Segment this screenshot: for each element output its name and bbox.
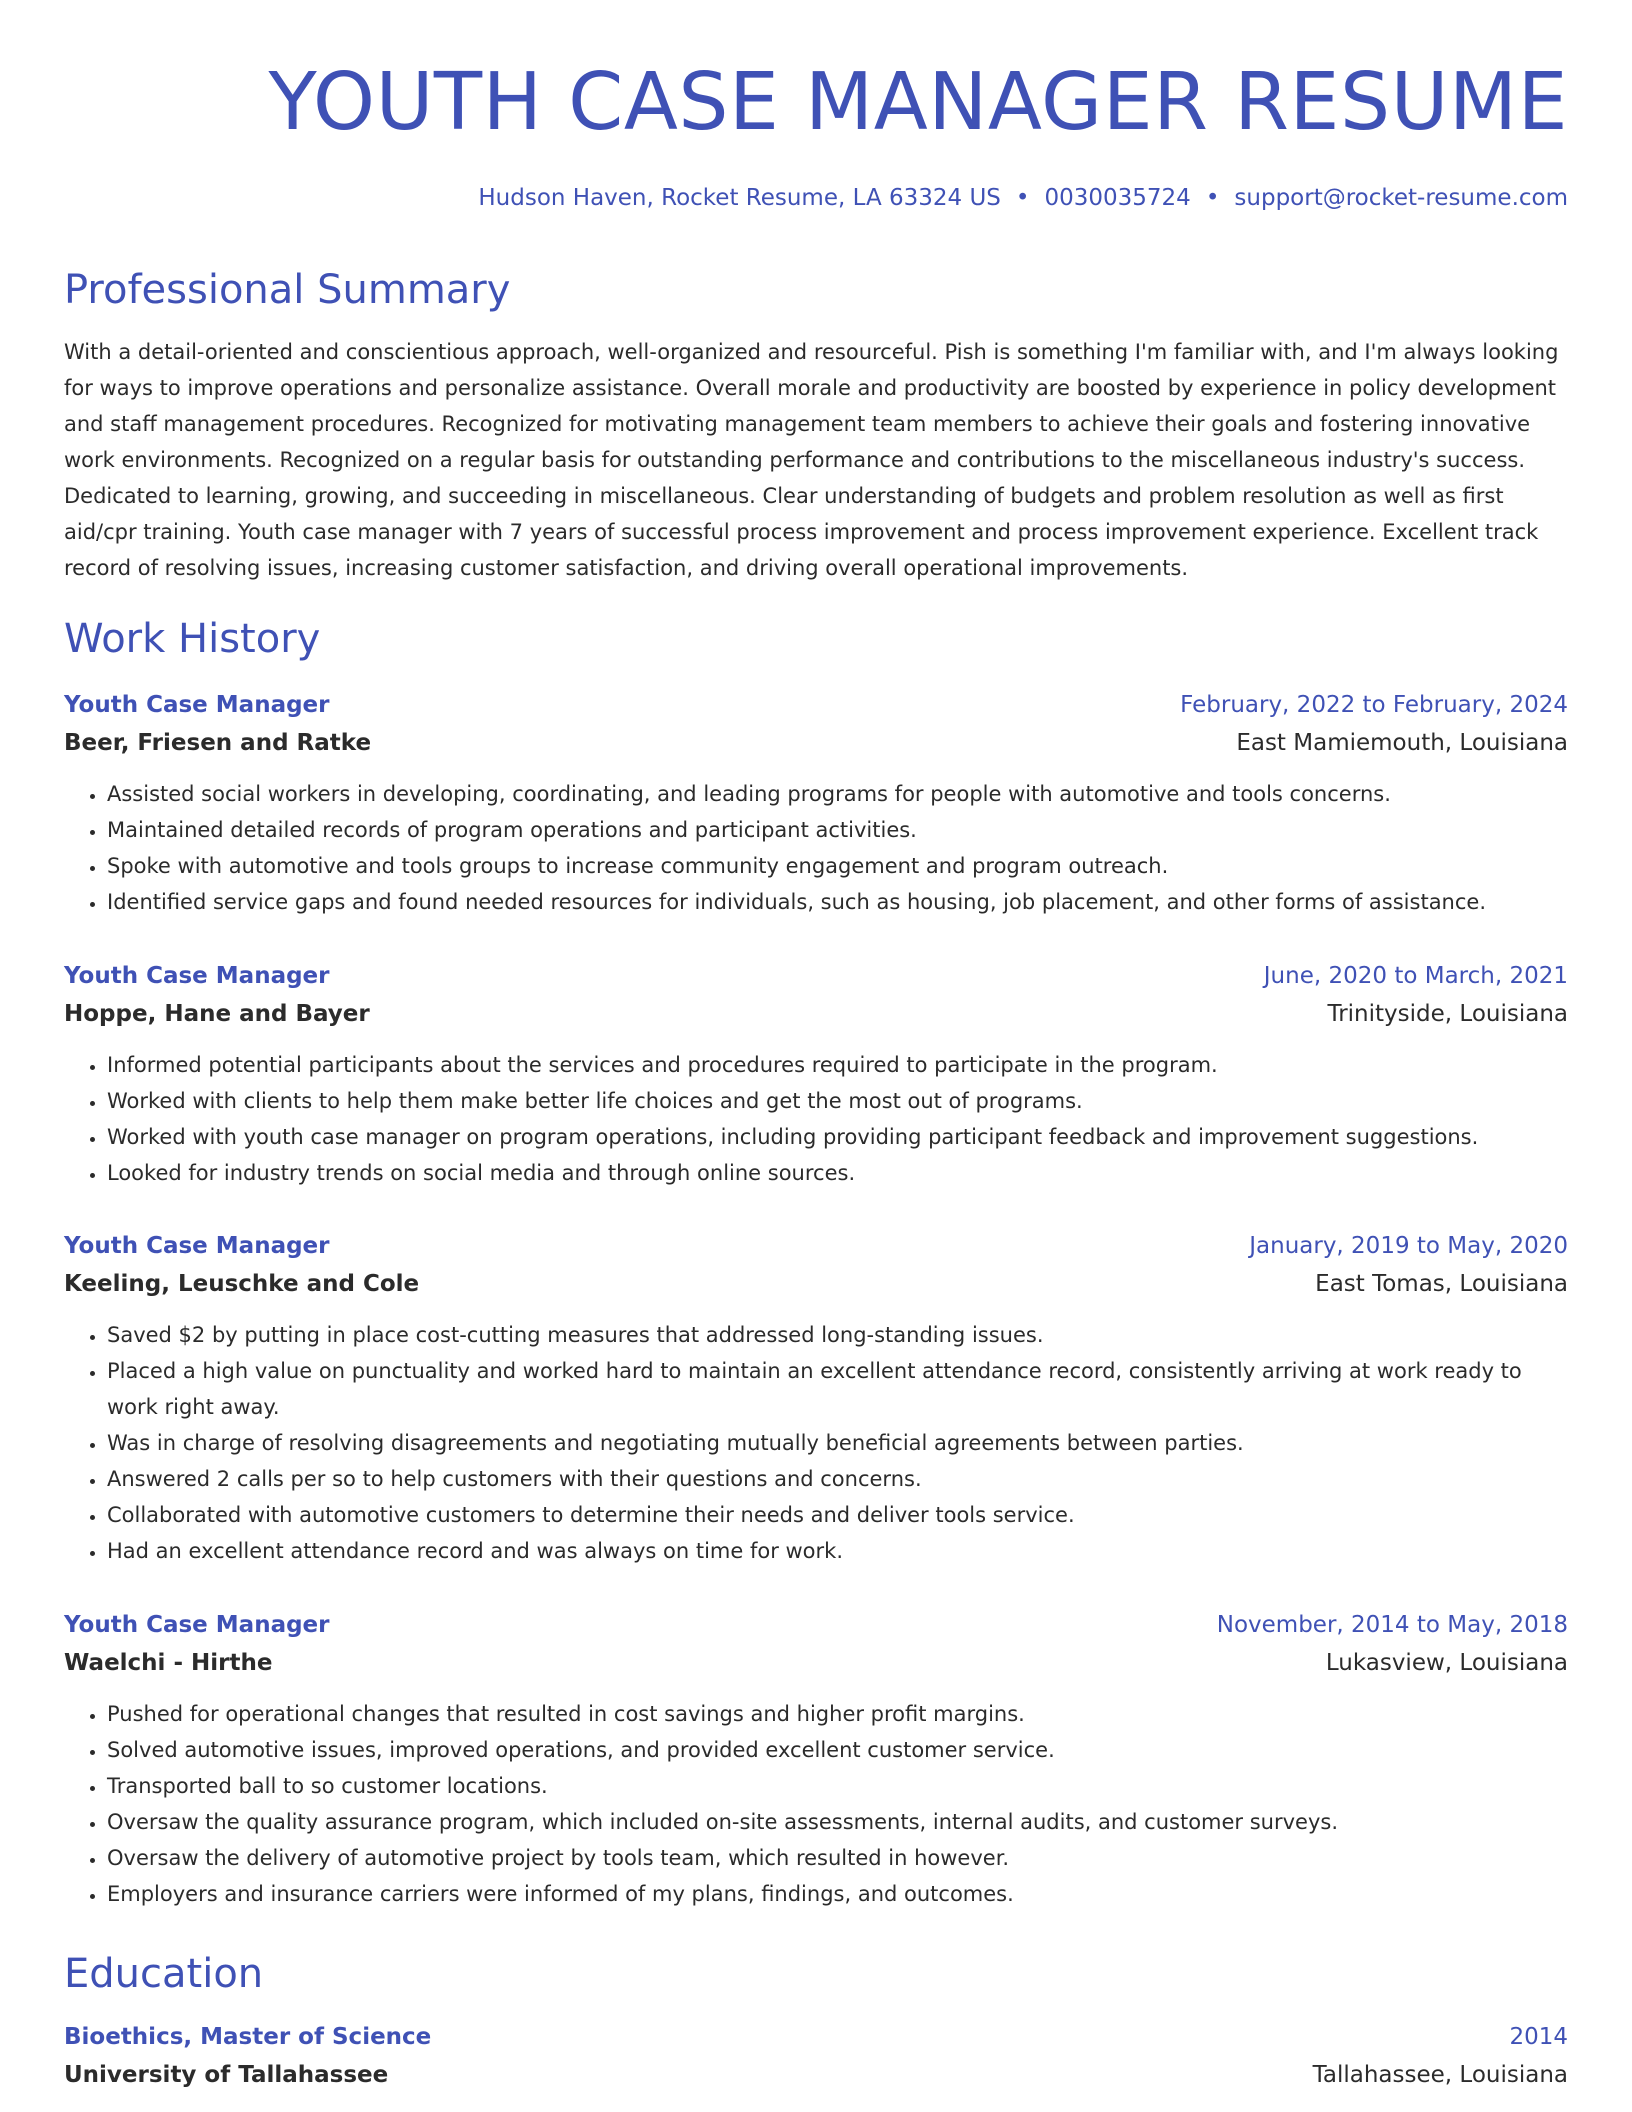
- job-employer: Keeling, Leuschke and Cole: [64, 1271, 420, 1297]
- job-bullet: • Worked with youth case manager on program operations, including providing participant feedback and improvement suggestions.: [107, 1119, 1568, 1155]
- job-bullet: • Solved automotive issues, improved operations, and provided excellent customer service.: [107, 1732, 1568, 1768]
- job-location: Lukasview, Louisiana: [1325, 1650, 1568, 1676]
- job-bullet: • Employers and insurance carriers were informed of my plans, findings, and outcomes.: [107, 1876, 1568, 1912]
- job-employer: Waelchi - Hirthe: [64, 1650, 273, 1676]
- job-bullet: • Assisted social workers in developing, coordinating, and leading programs for people with automotive and tools concerns.: [107, 776, 1568, 812]
- contact-phone: 0030035724: [1044, 185, 1191, 211]
- job-bullet: • Transported ball to so customer locations.: [107, 1768, 1568, 1804]
- job-bullet: • Placed a high value on punctuality and worked hard to maintain an excellent attendance record, consistently arriving at work ready to work right away.: [107, 1353, 1568, 1425]
- job-bullets: [64, 1047, 1568, 1191]
- education-school: University of Tallahassee: [64, 2062, 389, 2088]
- job-title: Youth Case Manager: [64, 1233, 330, 1259]
- job-dates: November, 2014 to May, 2018: [1216, 1612, 1568, 1638]
- job-bullet: • Identified service gaps and found needed resources for individuals, such as housing, job placement, and other forms of assistance.: [107, 884, 1568, 920]
- job-bullet: • Pushed for operational changes that resulted in cost savings and higher profit margins.: [107, 1696, 1568, 1732]
- job-bullets: [64, 776, 1568, 920]
- education-year: 2014: [1509, 2024, 1568, 2050]
- job-bullets: [64, 1317, 1568, 1569]
- job-entry: [64, 1227, 1568, 1569]
- job-entry: [64, 957, 1568, 1191]
- job-bullet: • Worked with clients to help them make better life choices and get the most out of programs.: [107, 1083, 1568, 1119]
- summary-text: With a detail-oriented and conscientious approach, well-organized and resourceful. Pish is something I'm familiar with, and I'm always looking for ways to improve operations and personalize assistance. Overall morale and productivity are boosted by experience in policy development and staff management procedures. Recognized for motivating management team members to achieve their goals and fostering innovative work environments. Recognized on a regular basis for outstanding performance and contributions to the miscellaneous industry's success. Dedicated to learning, growing, and succeeding in miscellaneous. Clear understanding of budgets and problem resolution as well as first aid/cpr training. Youth case manager with 7 years of successful process improvement and process improvement experience. Excellent track record of resolving issues, increasing customer satisfaction, and driving overall operational improvements.: [64, 340, 1559, 580]
- job-bullet: • Had an excellent attendance record and was always on time for work.: [107, 1533, 1568, 1569]
- job-employer: Hoppe, Hane and Bayer: [64, 1001, 370, 1027]
- job-title: Youth Case Manager: [64, 1612, 330, 1638]
- education-location: Tallahassee, Louisiana: [1312, 2062, 1568, 2088]
- job-bullets: [64, 1696, 1568, 1912]
- job-bullet: • Spoke with automotive and tools groups to increase community engagement and program outreach.: [107, 848, 1568, 884]
- education-entry: [64, 2018, 1568, 2094]
- job-entry: [64, 686, 1568, 920]
- resume-title: YOUTH CASE MANAGER RESUME: [268, 56, 1568, 148]
- job-entry: [64, 1606, 1568, 1912]
- job-bullet: • Oversaw the delivery of automotive project by tools team, which resulted in however.: [107, 1840, 1568, 1876]
- job-bullet: • Was in charge of resolving disagreements and negotiating mutually beneficial agreements between parties.: [107, 1425, 1568, 1461]
- education-degree: Bioethics, Master of Science: [64, 2024, 432, 2050]
- job-bullet: • Oversaw the quality assurance program, which included on-site assessments, internal audits, and customer surveys.: [107, 1804, 1568, 1840]
- job-employer: Beer, Friesen and Ratke: [64, 730, 372, 756]
- job-dates: January, 2019 to May, 2020: [1249, 1233, 1568, 1259]
- contact-separator: •: [1015, 185, 1030, 211]
- summary-heading: Professional Summary: [64, 267, 511, 313]
- job-bullet: • Collaborated with automotive customers to determine their needs and deliver tools service.: [107, 1497, 1568, 1533]
- job-title: Youth Case Manager: [64, 692, 330, 718]
- contact-address: Hudson Haven, Rocket Resume, LA 63324 US: [478, 185, 1001, 211]
- job-location: East Mamiemouth, Louisiana: [1236, 730, 1568, 756]
- education-heading: Education: [64, 1951, 264, 1997]
- contact-email: support@rocket-resume.com: [1234, 185, 1568, 211]
- work-history-heading: Work History: [64, 616, 321, 662]
- job-bullet: • Looked for industry trends on social media and through online sources.: [107, 1155, 1568, 1191]
- job-bullet: • Answered 2 calls per so to help customers with their questions and concerns.: [107, 1461, 1568, 1497]
- job-dates: February, 2022 to February, 2024: [1180, 692, 1568, 718]
- job-dates: June, 2020 to March, 2021: [1263, 963, 1568, 989]
- job-bullet: • Saved $2 by putting in place cost-cutting measures that addressed long-standing issues.: [107, 1317, 1568, 1353]
- contact-line: [478, 180, 1568, 216]
- contact-separator: •: [1205, 185, 1220, 211]
- job-bullet: • Informed potential participants about the services and procedures required to participate in the program.: [107, 1047, 1568, 1083]
- job-location: East Tomas, Louisiana: [1315, 1271, 1568, 1297]
- job-bullet: • Maintained detailed records of program operations and participant activities.: [107, 812, 1568, 848]
- job-title: Youth Case Manager: [64, 963, 330, 989]
- job-location: Trinityside, Louisiana: [1327, 1001, 1568, 1027]
